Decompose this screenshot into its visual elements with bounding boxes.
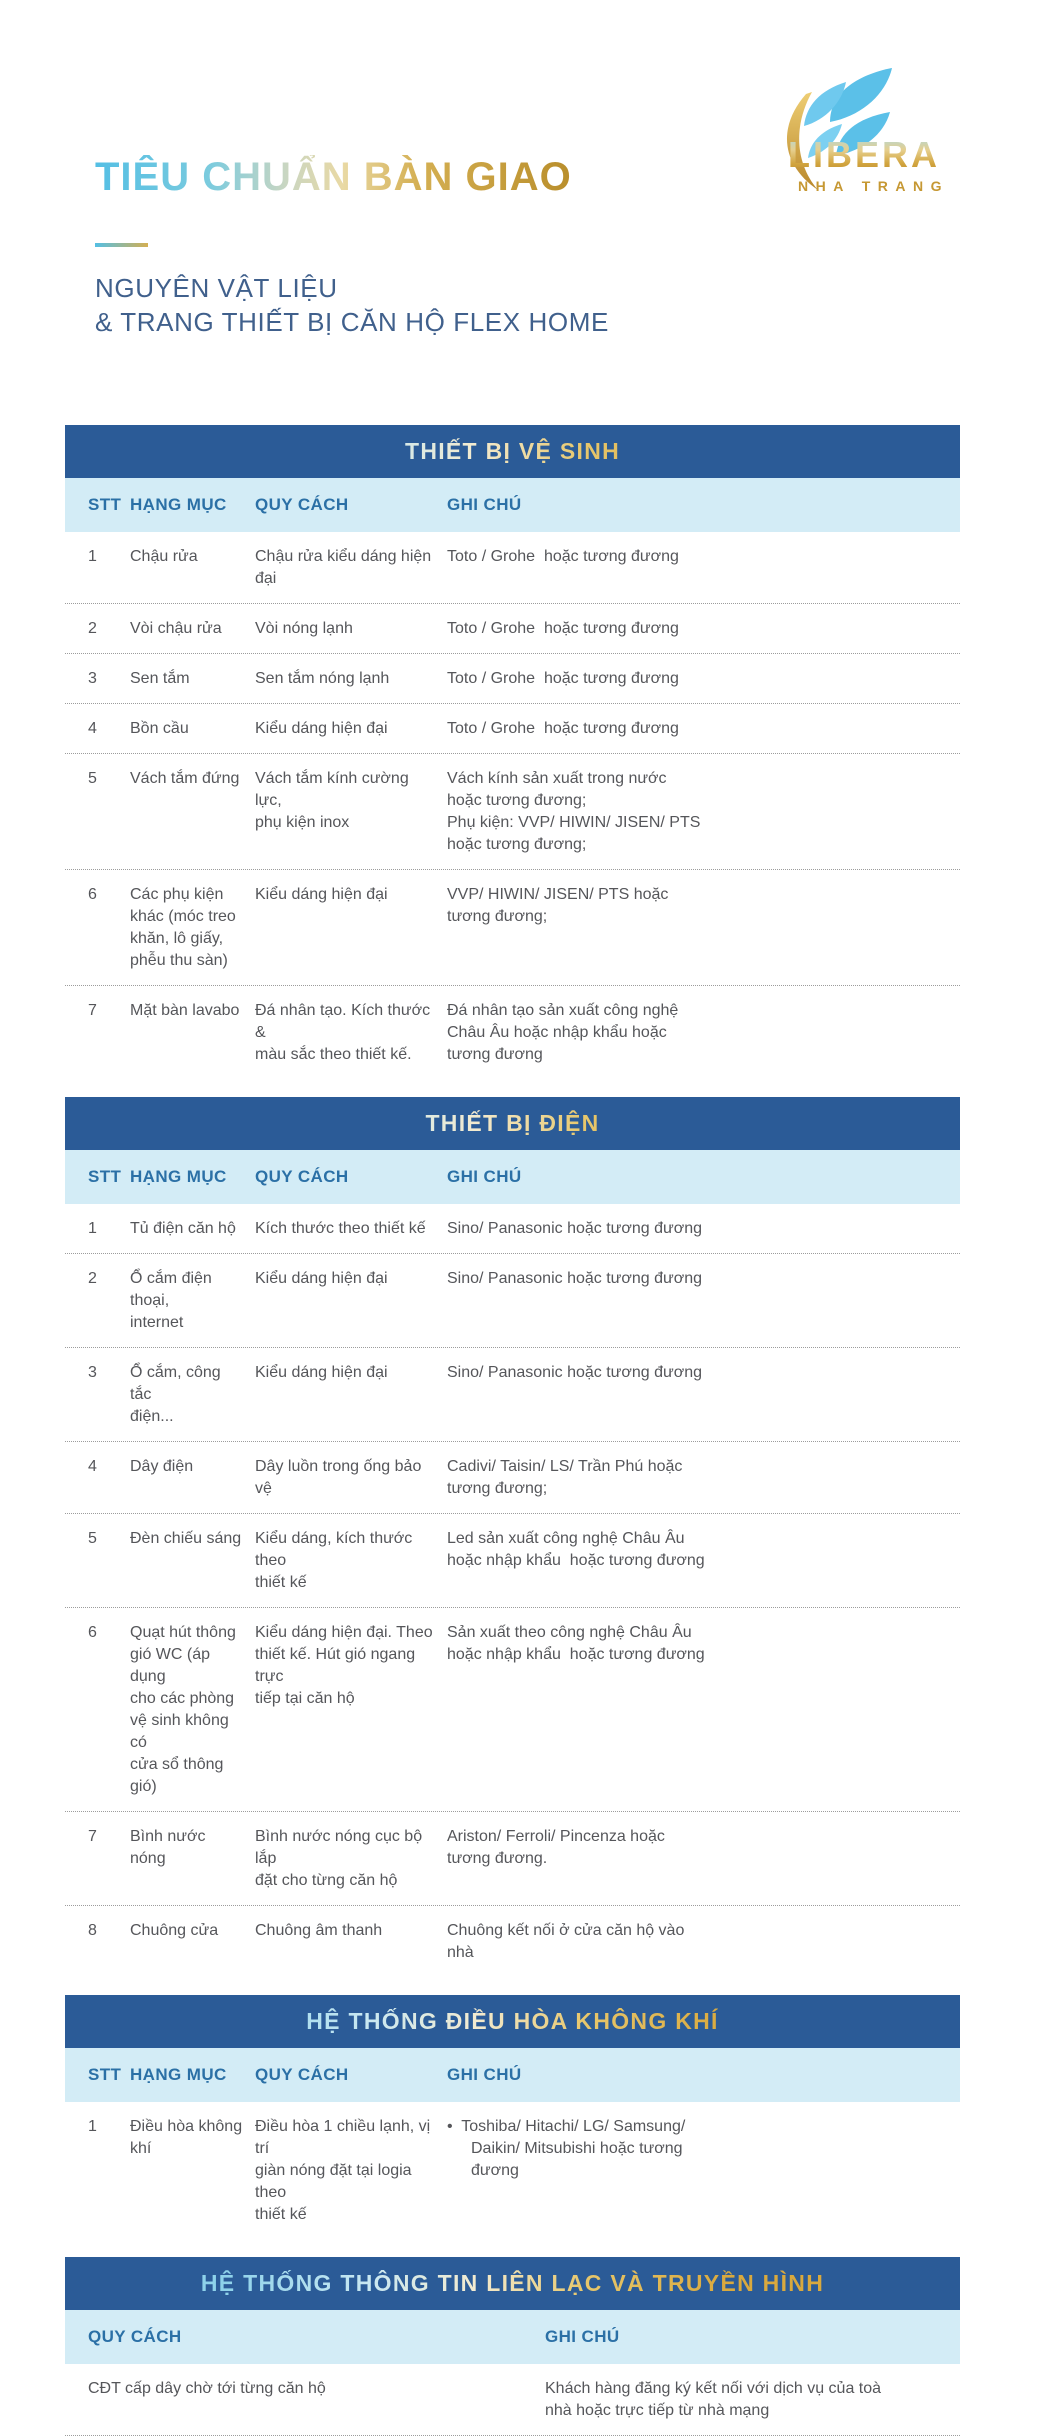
- table-title-band: [65, 2257, 960, 2310]
- table-cell: 7: [88, 1002, 97, 1019]
- table-cell: Kiểu dáng hiện đại. Theo thiết kế. Hút gió ngang trực tiếp tại căn hộ: [255, 1624, 433, 1707]
- column-header: GHI CHÚ: [447, 1167, 522, 1186]
- table-cell: Các phụ kiện khác (móc treo khăn, lô giấy, phễu thu sàn): [130, 886, 236, 969]
- logo-brand-name: LIBERA: [788, 134, 940, 175]
- table-cell: Dây điện: [130, 1458, 194, 1475]
- table-row: [65, 2102, 960, 2239]
- table-cell: Kiểu dáng, kích thước theo thiết kế: [255, 1530, 417, 1591]
- table-cell: Chuông âm thanh: [255, 1922, 383, 1939]
- table-cell: Khách hàng đăng ký kết nối với dịch vụ của toà nhà hoặc trực tiếp từ nhà mạng: [545, 2380, 882, 2419]
- column-header: QUY CÁCH: [255, 2065, 349, 2084]
- table-row: [65, 603, 960, 653]
- table-cell: Quạt hút thông gió WC (áp dụng cho các phòng vệ sinh không có cửa sổ thông gió): [130, 1624, 236, 1795]
- page-subtitle: [95, 271, 609, 339]
- page-title: TIÊU CHUẨN BÀN GIAO: [95, 155, 572, 199]
- table-cell: Vòi nóng lạnh: [255, 620, 353, 637]
- table-cell: Vòi chậu rửa: [130, 620, 222, 637]
- table-row: [65, 1607, 960, 1811]
- table-cell: Ổ cắm điện thoại, internet: [130, 1270, 217, 1331]
- logo-location: NHA TRANG: [798, 178, 949, 194]
- table-cell: Toto / Grohe hoặc tương đương: [447, 720, 679, 737]
- table-cell: Bình nước nóng: [130, 1828, 210, 1867]
- table-cell: 8: [88, 1922, 97, 1939]
- table-row: [65, 2364, 960, 2436]
- column-header: GHI CHÚ: [447, 2065, 522, 2084]
- spec-table-3: [65, 1995, 960, 2239]
- tables-area: [65, 425, 960, 2436]
- table-cell: Điều hòa 1 chiều lạnh, vị trí giàn nóng đặt tại logia theo thiết kế: [255, 2118, 435, 2223]
- table-header-row: [65, 1150, 960, 1204]
- table-title-band: [65, 425, 960, 478]
- table-cell: Mặt bàn lavabo: [130, 1002, 240, 1019]
- table-row: [65, 1204, 960, 1253]
- table-row: [65, 1441, 960, 1513]
- table-cell: 3: [88, 1364, 97, 1381]
- table-row: [65, 1905, 960, 1977]
- table-row: [65, 703, 960, 753]
- table-cell: Chậu rửa kiểu dáng hiện đại: [255, 548, 436, 587]
- table-cell: Đèn chiếu sáng: [130, 1530, 242, 1547]
- table-row: [65, 1253, 960, 1347]
- table-cell: Ổ cắm, công tắc điện...: [130, 1364, 226, 1425]
- column-header: HẠNG MỤC: [130, 495, 227, 514]
- column-header: QUY CÁCH: [255, 1167, 349, 1186]
- table-cell: Bình nước nóng cục bộ lắp đặt cho từng căn hộ: [255, 1828, 427, 1889]
- table-cell: 6: [88, 1624, 97, 1641]
- table-cell: Điều hòa không khí: [130, 2118, 243, 2157]
- table-cell: Chuông kết nối ở cửa căn hộ vào nhà: [447, 1922, 685, 1961]
- table-title: THIẾT BỊ ĐIỆN: [65, 1097, 960, 1150]
- title-accent-dash: [95, 243, 148, 247]
- table-cell: 6: [88, 886, 97, 903]
- table-cell: Đá nhân tạo. Kích thước & màu sắc theo thiết kế.: [255, 1002, 435, 1063]
- table-cell: Cadivi/ Taisin/ LS/ Trần Phú hoặc tương đương;: [447, 1458, 683, 1497]
- table-cell: Kiểu dáng hiện đại: [255, 1364, 388, 1381]
- table-cell: Sen tắm nóng lạnh: [255, 670, 390, 687]
- table-cell: Toto / Grohe hoặc tương đương: [447, 548, 679, 565]
- table-cell: 1: [88, 1220, 97, 1237]
- table-header-row: [65, 2310, 960, 2364]
- table-cell: Ariston/ Ferroli/ Pincenza hoặc tương đương.: [447, 1828, 665, 1867]
- table-cell: Kích thước theo thiết kế: [255, 1220, 426, 1237]
- table-row: [65, 1513, 960, 1607]
- table-cell: Đá nhân tạo sản xuất công nghệ Châu Âu hoặc nhập khẩu hoặc tương đương: [447, 1002, 679, 1063]
- column-header: QUY CÁCH: [255, 495, 349, 514]
- table-cell: 4: [88, 1458, 97, 1475]
- column-header: GHI CHÚ: [545, 2327, 620, 2346]
- table-header-row: [65, 478, 960, 532]
- table-cell: 2: [88, 1270, 97, 1287]
- table-cell: 5: [88, 1530, 97, 1547]
- table-cell: Vách kính sản xuất trong nước hoặc tương đương; Phụ kiện: VVP/ HIWIN/ JISEN/ PTS hoặc tương đương;: [447, 770, 701, 853]
- column-header: STT: [88, 1167, 122, 1186]
- table-cell: VVP/ HIWIN/ JISEN/ PTS hoặc tương đương;: [447, 886, 669, 925]
- table-cell: 7: [88, 1828, 97, 1845]
- column-header: HẠNG MỤC: [130, 1167, 227, 1186]
- table-cell: Vách tắm đứng: [130, 770, 240, 787]
- table-cell: Vách tắm kính cường lực, phụ kiện inox: [255, 770, 414, 831]
- table-cell: 1: [88, 2118, 97, 2135]
- column-header: STT: [88, 495, 122, 514]
- table-title: THIẾT BỊ VỆ SINH: [65, 425, 960, 478]
- libera-logo: [746, 64, 964, 216]
- column-header: GHI CHÚ: [447, 495, 522, 514]
- table-cell: Sino/ Panasonic hoặc tương đương: [447, 1220, 703, 1237]
- column-header: QUY CÁCH: [88, 2327, 182, 2346]
- table-cell: 5: [88, 770, 97, 787]
- table-cell: • Toshiba/ Hitachi/ LG/ Samsung/ Daikin/ Mitsubishi hoặc tương đương: [447, 2118, 686, 2179]
- table-row: [65, 869, 960, 985]
- table-cell: Bồn cầu: [130, 720, 189, 737]
- column-header: STT: [88, 2065, 122, 2084]
- table-cell: Sino/ Panasonic hoặc tương đương: [447, 1270, 703, 1287]
- table-title: HỆ THỐNG THÔNG TIN LIÊN LẠC VÀ TRUYỀN HÌNH: [65, 2257, 960, 2310]
- table-row: [65, 753, 960, 869]
- table-cell: Toto / Grohe hoặc tương đương: [447, 620, 679, 637]
- table-row: [65, 532, 960, 603]
- table-cell: Kiểu dáng hiện đại: [255, 886, 388, 903]
- table-cell: Kiểu dáng hiện đại: [255, 1270, 388, 1287]
- column-header: HẠNG MỤC: [130, 2065, 227, 2084]
- table-cell: 2: [88, 620, 97, 637]
- spec-table-1: [65, 425, 960, 1079]
- subtitle-line-1: NGUYÊN VẬT LIỆU: [95, 273, 338, 303]
- table-cell: Dây luồn trong ống bảo vệ: [255, 1458, 426, 1497]
- table-cell: Chuông cửa: [130, 1922, 219, 1939]
- subtitle-line-2: & TRANG THIẾT BỊ CĂN HỘ FLEX HOME: [95, 307, 609, 337]
- table-row: [65, 653, 960, 703]
- table-title: HỆ THỐNG ĐIỀU HÒA KHÔNG KHÍ: [65, 1995, 960, 2048]
- table-title-band: [65, 1097, 960, 1150]
- table-title-band: [65, 1995, 960, 2048]
- table-cell: Kiểu dáng hiện đại: [255, 720, 388, 737]
- table-cell: Tủ điện căn hộ: [130, 1220, 236, 1237]
- spec-table-2: [65, 1097, 960, 1977]
- table-row: [65, 1811, 960, 1905]
- table-header-row: [65, 2048, 960, 2102]
- table-cell: 4: [88, 720, 97, 737]
- table-cell: Chậu rửa: [130, 548, 198, 565]
- table-cell: Sen tắm: [130, 670, 190, 687]
- table-row: [65, 1347, 960, 1441]
- table-cell: 3: [88, 670, 97, 687]
- table-cell: Toto / Grohe hoặc tương đương: [447, 670, 679, 687]
- table-cell: Sản xuất theo công nghệ Châu Âu hoặc nhập khẩu hoặc tương đương: [447, 1624, 705, 1663]
- table-cell: Sino/ Panasonic hoặc tương đương: [447, 1364, 703, 1381]
- table-row: [65, 985, 960, 1079]
- spec-table-4: [65, 2257, 960, 2436]
- table-cell: CĐT cấp dây chờ tới từng căn hộ: [88, 2380, 326, 2397]
- table-cell: Led sản xuất công nghệ Châu Âu hoặc nhập khẩu hoặc tương đương: [447, 1530, 705, 1569]
- table-cell: 1: [88, 548, 97, 565]
